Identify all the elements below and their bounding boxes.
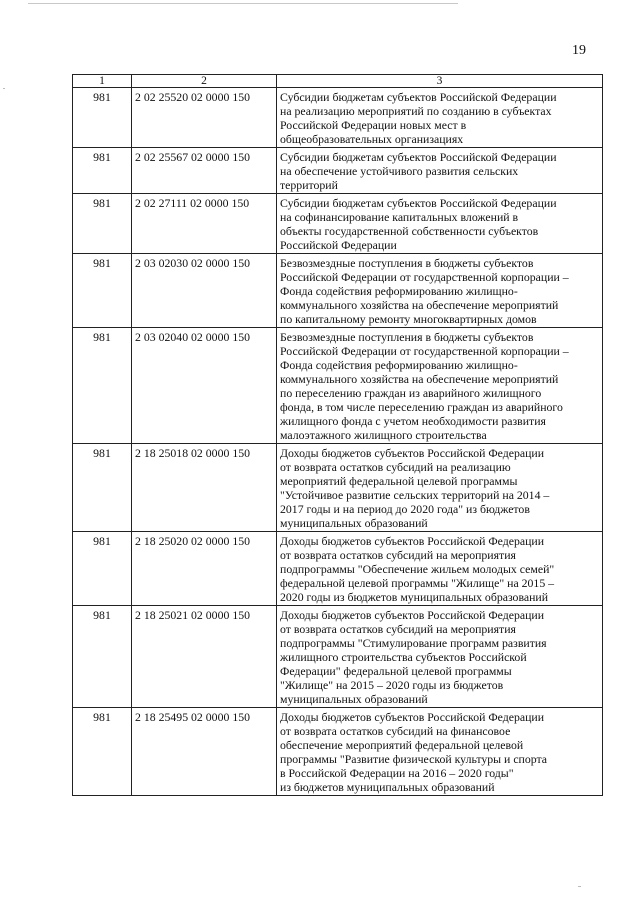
description-line: подпрограммы "Стимулирование программ развития: [280, 636, 547, 650]
table-body: [73, 88, 603, 796]
description-line: на обеспечение устойчивого развития сельских: [280, 164, 519, 178]
description-line: Доходы бюджетов субъектов Российской Федерации: [280, 534, 545, 548]
revenue-code-cell: 2 18 25495 02 0000 150: [132, 708, 277, 796]
description-line: Фонда содействия реформированию жилищно-: [280, 284, 518, 298]
table-row: [73, 148, 603, 194]
description-line: жилищного фонда с учетом необходимости развития: [280, 414, 546, 428]
description-line: Фонда содействия реформированию жилищно-: [280, 358, 518, 372]
description-line: жилищного строительства субъектов Российской: [280, 650, 527, 664]
description-cell: [277, 148, 603, 194]
description-line: Субсидии бюджетам субъектов Российской Федерации: [280, 150, 557, 164]
description-line: подпрограммы "Обеспечение жильем молодых семей": [280, 562, 555, 576]
page-number: 19: [572, 43, 586, 58]
description-line: из бюджетов муниципальных образований: [280, 780, 495, 794]
description-cell: [277, 328, 603, 444]
description-line: программы "Развитие физической культуры и спорта: [280, 752, 548, 766]
description-line: на реализацию мероприятий по созданию в субъектах: [280, 104, 552, 118]
description-line: Российской Федерации от государственной корпорации –: [280, 270, 569, 284]
description-line: мероприятий федеральной целевой программы: [280, 474, 518, 488]
description-line: Российской Федерации от государственной корпорации –: [280, 344, 569, 358]
table-row: [73, 328, 603, 444]
table-row: [73, 532, 603, 606]
description-line: муниципальных образований: [280, 692, 428, 706]
table-row: [73, 194, 603, 254]
admin-code-cell: 981: [73, 708, 132, 796]
table-row: [73, 444, 603, 532]
description-line: Доходы бюджетов субъектов Российской Федерации: [280, 446, 545, 460]
admin-code-cell: 981: [73, 532, 132, 606]
description-line: Безвозмездные поступления в бюджеты субъектов: [280, 330, 534, 344]
description-line: Субсидии бюджетам субъектов Российской Федерации: [280, 196, 557, 210]
scan-artifact-dot: [578, 886, 581, 887]
revenue-code-cell: 2 18 25021 02 0000 150: [132, 606, 277, 708]
description-line: Безвозмездные поступления в бюджеты субъектов: [280, 256, 534, 270]
description-line: от возврата остатков субсидий на мероприятия: [280, 622, 516, 636]
description-line: коммунального хозяйства на обеспечение мероприятий: [280, 372, 559, 386]
description-line: федеральной целевой программы "Жилище" на 2015 –: [280, 576, 555, 590]
admin-code-cell: 981: [73, 88, 132, 148]
description-line: коммунального хозяйства на обеспечение мероприятий: [280, 298, 559, 312]
description-line: 2017 годы и на период до 2020 года" из бюджетов: [280, 502, 530, 516]
description-line: Федерации" федеральной целевой программы: [280, 664, 512, 678]
description-line: малоэтажного жилищного строительства: [280, 428, 487, 442]
description-cell: [277, 444, 603, 532]
table-row: [73, 606, 603, 708]
description-cell: [277, 708, 603, 796]
revenue-code-cell: 2 03 02030 02 0000 150: [132, 254, 277, 328]
description-line: "Жилище" на 2015 – 2020 годы из бюджетов: [280, 678, 504, 692]
scan-artifact-line: [28, 3, 458, 4]
description-line: Субсидии бюджетам субъектов Российской Федерации: [280, 90, 557, 104]
revenue-code-cell: 2 03 02040 02 0000 150: [132, 328, 277, 444]
description-line: Российской Федерации: [280, 238, 397, 252]
description-line: в Российской Федерации на 2016 – 2020 годы": [280, 766, 514, 780]
description-line: общеобразовательных организациях: [280, 132, 464, 146]
description-line: Доходы бюджетов субъектов Российской Федерации: [280, 710, 545, 724]
table-row: [73, 88, 603, 148]
description-line: обеспечение мероприятий федеральной целевой: [280, 738, 524, 752]
table-row: [73, 254, 603, 328]
description-line: "Устойчивое развитие сельских территорий на 2014 –: [280, 488, 550, 502]
admin-code-cell: 981: [73, 254, 132, 328]
admin-code-cell: 981: [73, 606, 132, 708]
description-cell: [277, 532, 603, 606]
description-cell: [277, 88, 603, 148]
description-cell: [277, 254, 603, 328]
revenue-codes-table: [72, 74, 603, 796]
revenue-code-cell: 2 18 25020 02 0000 150: [132, 532, 277, 606]
description-line: 2020 годы из бюджетов муниципальных образований: [280, 590, 549, 604]
description-line: от возврата остатков субсидий на мероприятия: [280, 548, 516, 562]
description-line: муниципальных образований: [280, 516, 428, 530]
description-line: объекты государственной собственности субъектов: [280, 224, 539, 238]
column-header-1: 1: [73, 75, 132, 88]
revenue-code-cell: 2 02 25567 02 0000 150: [132, 148, 277, 194]
column-header-3: 3: [277, 75, 603, 88]
description-line: территорий: [280, 178, 338, 192]
admin-code-cell: 981: [73, 328, 132, 444]
scan-artifact-dot: [3, 88, 5, 89]
revenue-code-cell: 2 02 27111 02 0000 150: [132, 194, 277, 254]
admin-code-cell: 981: [73, 194, 132, 254]
description-line: по переселению граждан из аварийного жилищного: [280, 386, 542, 400]
table-header-row: [73, 75, 603, 88]
revenue-code-cell: 2 18 25018 02 0000 150: [132, 444, 277, 532]
description-line: Доходы бюджетов субъектов Российской Федерации: [280, 608, 545, 622]
column-header-2: 2: [132, 75, 277, 88]
table-row: [73, 708, 603, 796]
admin-code-cell: 981: [73, 148, 132, 194]
description-line: на софинансирование капитальных вложений в: [280, 210, 519, 224]
description-cell: [277, 606, 603, 708]
revenue-code-cell: 2 02 25520 02 0000 150: [132, 88, 277, 148]
admin-code-cell: 981: [73, 444, 132, 532]
description-line: от возврата остатков субсидий на финансовое: [280, 724, 511, 738]
description-line: фонда, в том числе переселению граждан из аварийного: [280, 400, 563, 414]
description-line: по капитальному ремонту многоквартирных домов: [280, 312, 537, 326]
description-cell: [277, 194, 603, 254]
description-line: Российской Федерации новых мест в: [280, 118, 467, 132]
description-line: от возврата остатков субсидий на реализацию: [280, 460, 511, 474]
